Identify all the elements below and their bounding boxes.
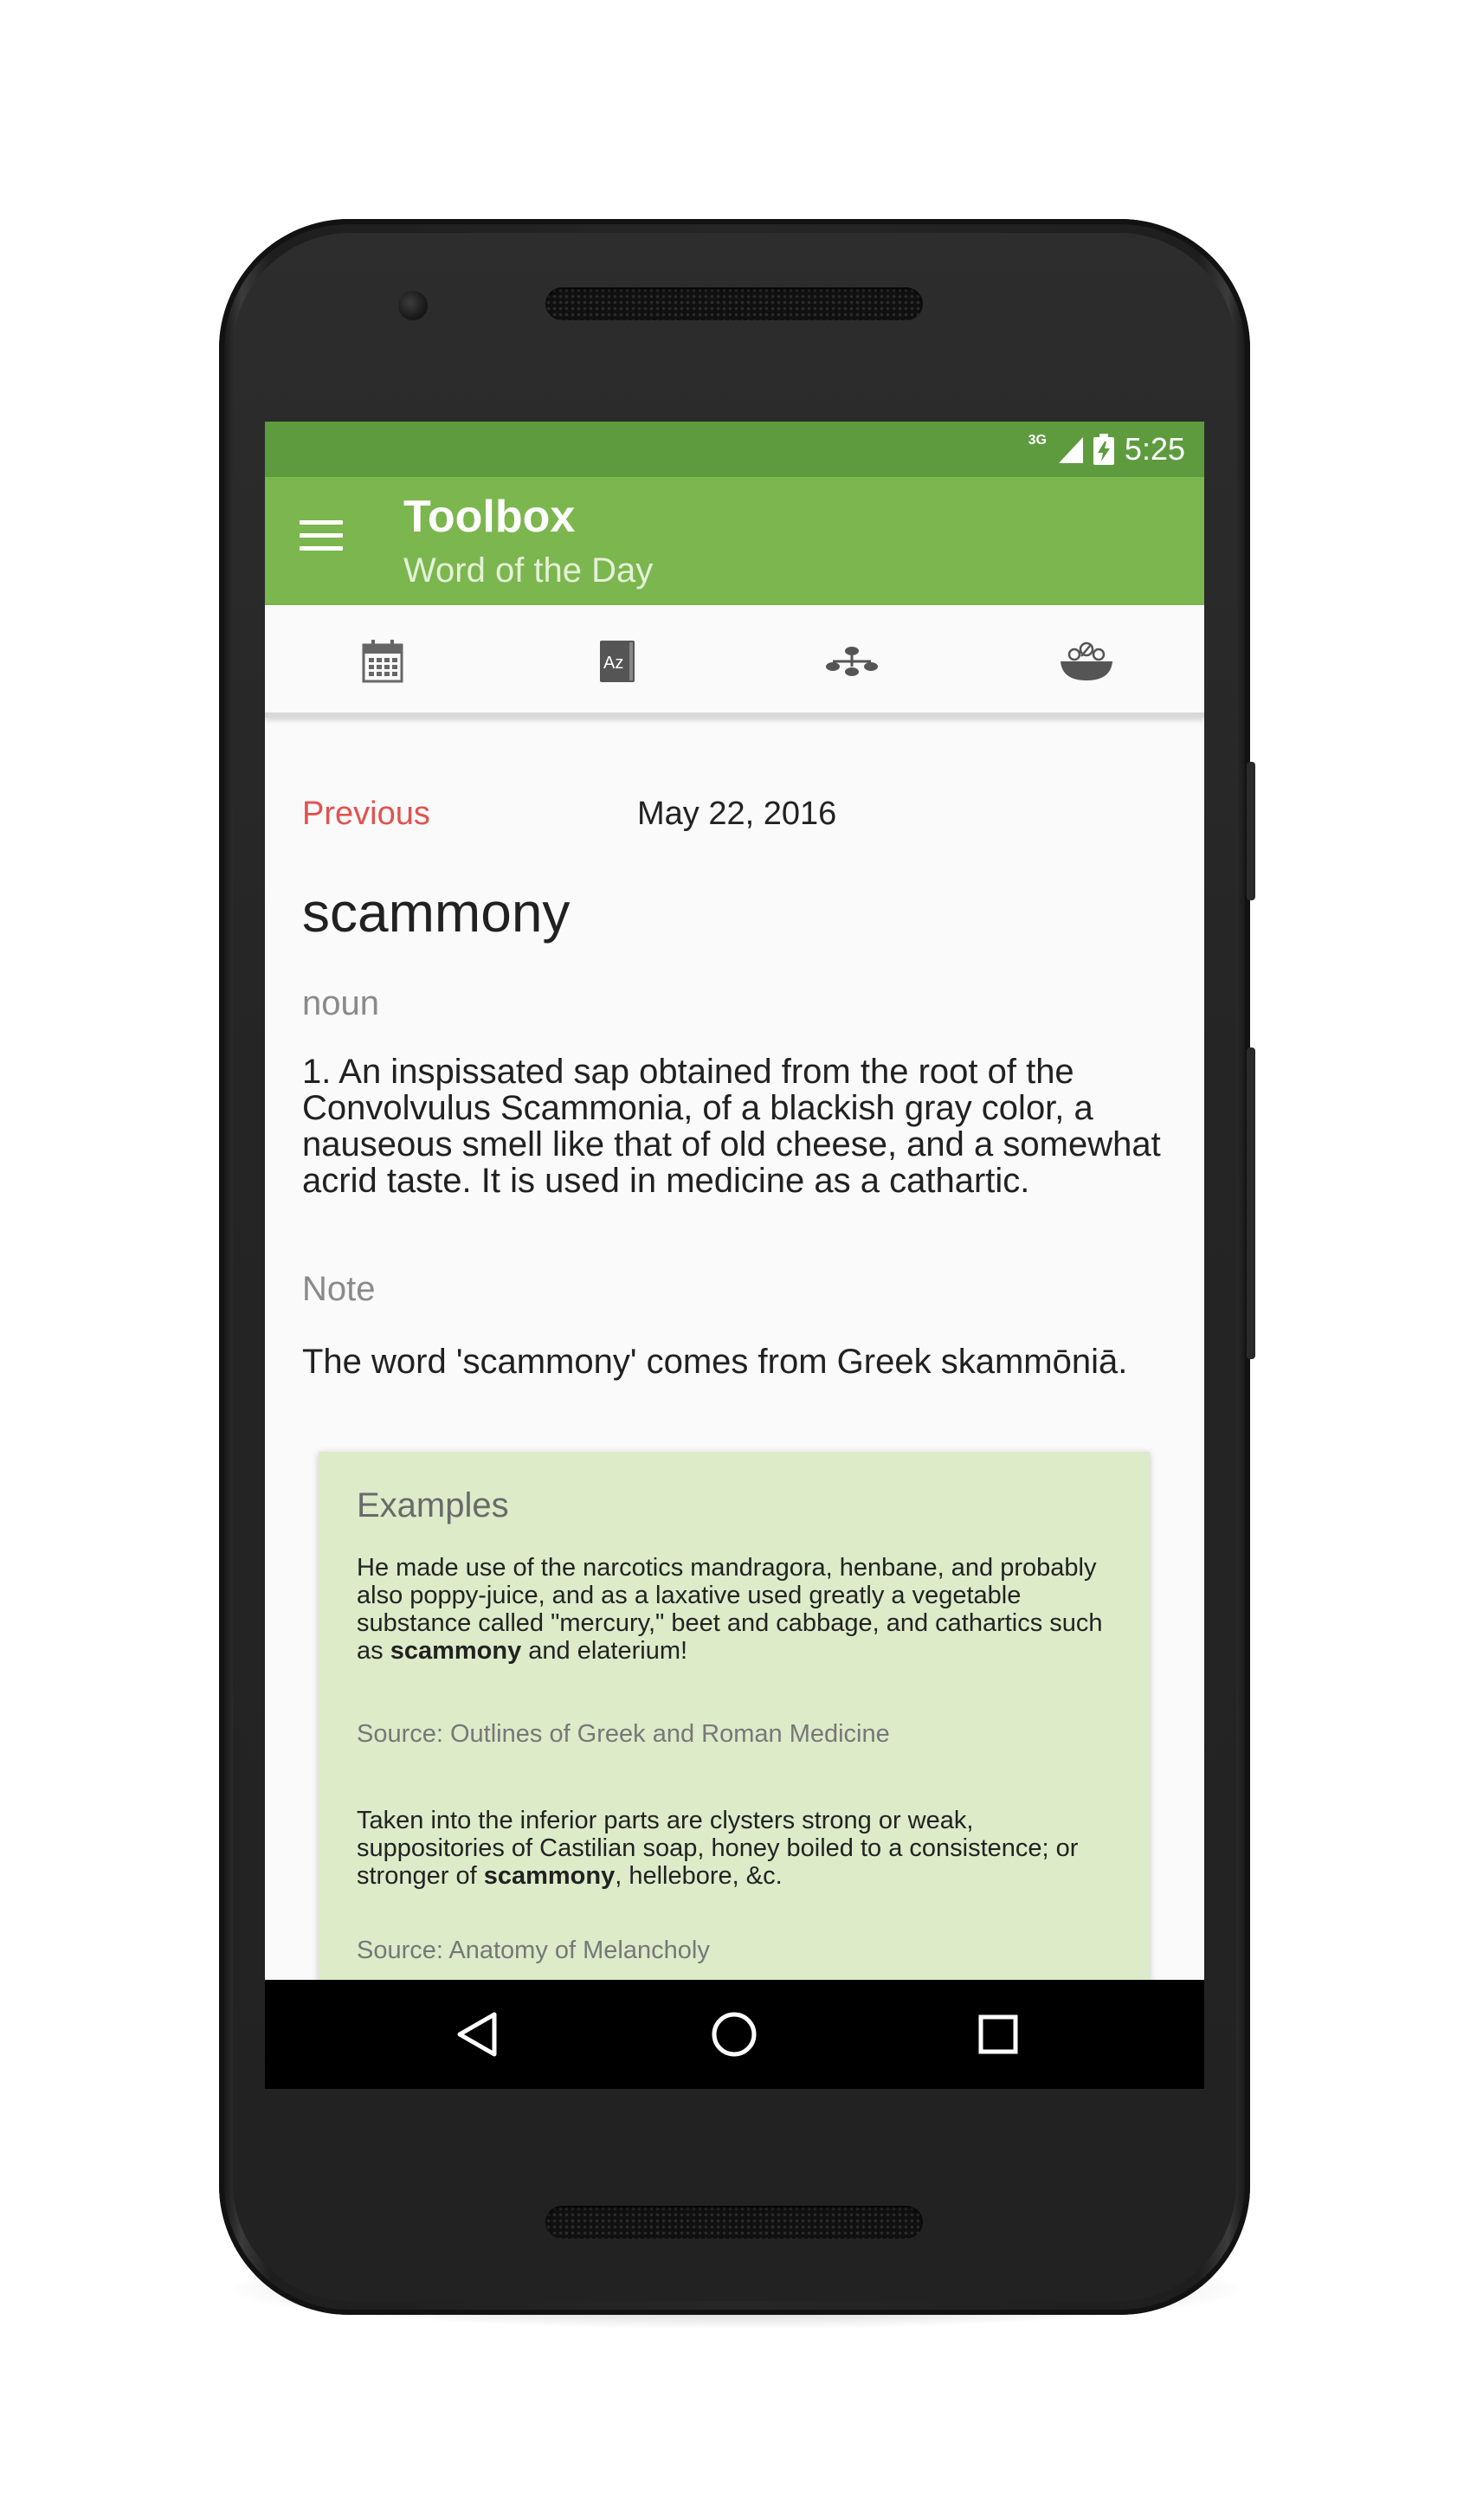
- svg-text:Az: Az: [603, 654, 624, 673]
- bottom-speaker-grille: [545, 2206, 923, 2239]
- definition-text: 1. An inspissated sap obtained from the root of the Convolvulus Scammonia, of a blackish gray color, a nauseous smell like that of old cheese, and a somewhat acrid taste. It is used in medicine as a cathartic.: [302, 1053, 1161, 1200]
- word-heading: scammony: [302, 881, 571, 944]
- status-bar: [265, 422, 1204, 477]
- battery-charging-icon: [1093, 434, 1114, 465]
- examples-card: [319, 1452, 1150, 2058]
- recents-square-icon[interactable]: [972, 2008, 1024, 2060]
- tab-bar: [265, 605, 1204, 718]
- previous-link[interactable]: Previous: [302, 796, 430, 832]
- front-camera: [398, 291, 428, 320]
- back-triangle-icon[interactable]: [451, 2008, 503, 2060]
- entry-date: May 22, 2016: [637, 796, 837, 832]
- note-label: Note: [302, 1270, 376, 1308]
- example-text: He made use of the narcotics mandragora, henbane, and probably also poppy-juice, and as a laxative used greatly a vegetable substance called "mercury," beet and cabbage, and cathartics such as scammony and elaterium!: [357, 1554, 1103, 1665]
- app-toolbar: [265, 477, 1204, 605]
- calendar-icon: [362, 640, 403, 683]
- example-source: Source: Outlines of Greek and Roman Medicine: [357, 1720, 890, 1748]
- salad-bowl-icon: [1059, 641, 1114, 682]
- note-text: The word 'scammony' comes from Greek skammōniā.: [302, 1343, 1128, 1381]
- tab-word-of-the-day[interactable]: [265, 605, 500, 718]
- hamburger-menu-icon[interactable]: [300, 520, 343, 555]
- tab-word-tree[interactable]: [735, 605, 970, 718]
- status-clock: 5:25: [1124, 431, 1185, 467]
- example-highlight: scammony: [483, 1862, 616, 1890]
- part-of-speech: noun: [302, 984, 379, 1022]
- app-title: Toolbox: [403, 492, 576, 542]
- volume-button: [1247, 1047, 1255, 1359]
- dictionary-az-icon: [598, 639, 636, 684]
- word-tree-icon: [826, 644, 878, 679]
- example-text: Taken into the inferior parts are clysters strong or weak, suppositories of Castilian soap, honey boiled to a consistence; or stronger of scammony, hellebore, &c.: [357, 1807, 1079, 1890]
- tab-mixed-words[interactable]: [970, 605, 1204, 718]
- system-nav-bar: [265, 1980, 1204, 2089]
- word-of-the-day-content: [265, 733, 1204, 2089]
- signal-icon: [1057, 435, 1083, 463]
- power-button: [1247, 762, 1255, 900]
- tab-dictionary[interactable]: [500, 605, 734, 718]
- home-circle-icon[interactable]: [708, 2008, 760, 2060]
- examples-title: Examples: [357, 1486, 509, 1524]
- app-subtitle: Word of the Day: [403, 551, 654, 590]
- top-speaker-grille: [545, 287, 923, 320]
- network-type-label: 3G: [1028, 433, 1047, 448]
- example-source: Source: Anatomy of Melancholy: [357, 1937, 710, 1964]
- tabs-divider: [265, 712, 1204, 718]
- example-highlight: scammony: [390, 1637, 522, 1665]
- screen: [265, 422, 1204, 2089]
